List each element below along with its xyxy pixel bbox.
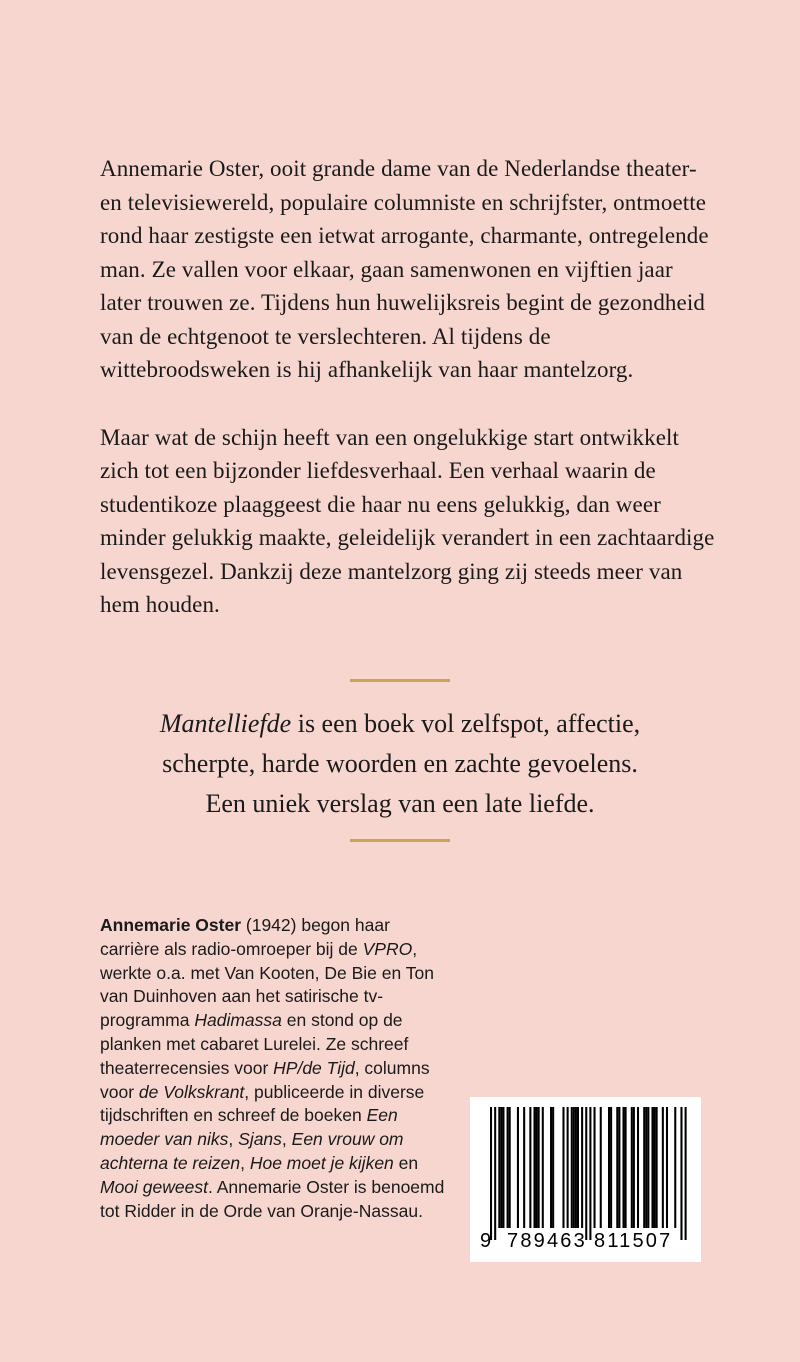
bio-italic: Sjans xyxy=(238,1129,282,1150)
bio-text: , xyxy=(240,1152,250,1173)
barcode-bar xyxy=(608,1107,610,1228)
blurb-paragraph-1: Annemarie Oster, ooit grande dame van de Nederlandse theater- en televisiewereld, populaire columniste en schrijfster, ontmoette rond haar zestigste een ietwat arrogante, charmante, ontregelende man. Ze vallen voor elkaar, gaan samenwonen en vijftien jaar later trouwen ze. Tijdens hun huwelijksreis begint de gezondheid van de echtgenoot te verslechteren. Al tijdens de wittebroodsweken is hij afhankelijk van haar mantelzorg. xyxy=(100,156,709,382)
barcode-bar xyxy=(536,1107,538,1228)
barcode-bar xyxy=(529,1107,531,1228)
barcode-bar xyxy=(625,1107,627,1228)
barcode-bar xyxy=(542,1107,544,1228)
barcode-bar xyxy=(645,1107,647,1228)
barcode-bar xyxy=(643,1107,645,1228)
barcode-bar xyxy=(575,1107,577,1228)
barcode-digits xyxy=(470,1230,701,1258)
barcode-bar xyxy=(616,1107,618,1228)
book-title: Mantelliefde xyxy=(159,709,292,738)
bio-text: en stond op de planken met cabaret Lurelei. Ze schreef theaterrecensies voor xyxy=(100,1010,409,1078)
bio-italic: Een moeder van niks xyxy=(100,1105,398,1150)
barcode-bar xyxy=(562,1107,564,1228)
barcode-bar xyxy=(651,1107,653,1228)
barcode-bar xyxy=(594,1107,596,1228)
barcode-bar xyxy=(490,1107,492,1240)
tagline-line-1-text: is een boek vol zelfspot, affectie, xyxy=(291,709,641,738)
bio-italic: HP/de Tijd xyxy=(273,1057,355,1078)
gold-divider-top xyxy=(350,679,450,682)
bio-text: , columns voor xyxy=(100,1057,430,1102)
barcode-bar xyxy=(647,1107,649,1228)
barcode-bar xyxy=(498,1107,500,1228)
tagline xyxy=(100,704,700,824)
bio-text: , xyxy=(228,1129,239,1150)
barcode-bar xyxy=(610,1107,612,1228)
barcode-bar xyxy=(509,1107,511,1228)
bio-text: . Annemarie Oster is benoemd tot Ridder in de Orde van Oranje-Nassau. xyxy=(100,1176,445,1221)
barcode-bar xyxy=(589,1107,591,1240)
barcode-bar xyxy=(552,1107,554,1228)
blurb-text xyxy=(100,152,720,622)
bio-text: , werkte o.a. met Van Kooten, De Bie en Ton van Duinhoven aan het satirische tv-programma xyxy=(100,938,434,1031)
barcode-bar xyxy=(567,1107,569,1228)
barcode-bar xyxy=(523,1107,525,1228)
bio-italic: Mooi geweest xyxy=(100,1176,208,1197)
barcode-bar xyxy=(517,1107,519,1228)
barcode-digits-right: 811507 xyxy=(594,1230,673,1252)
barcode-bar xyxy=(585,1107,587,1240)
bio-italic: VPRO xyxy=(362,938,413,959)
barcode-bar xyxy=(674,1107,676,1228)
barcode-bar xyxy=(656,1107,658,1228)
barcode-bar xyxy=(550,1107,552,1228)
barcode-bar xyxy=(571,1107,573,1228)
barcode-bar xyxy=(654,1107,656,1228)
bio-text: en xyxy=(393,1152,419,1173)
bio-italic: Een vrouw om achterna te reizen xyxy=(100,1129,404,1173)
barcode-bar xyxy=(680,1107,682,1240)
barcode-bar xyxy=(600,1107,602,1228)
tagline-line-3: Een uniek verslag van een late liefde. xyxy=(205,789,595,818)
barcode-bar xyxy=(494,1107,496,1240)
barcode-bar xyxy=(533,1107,535,1228)
bio-text: , xyxy=(281,1129,292,1150)
barcode-bar xyxy=(577,1107,579,1228)
barcode-bar xyxy=(500,1107,502,1228)
barcode-digits-left: 789463 xyxy=(507,1230,587,1252)
bio-text: (1942) begon haar carrière als radio-omroeper bij de xyxy=(100,915,390,959)
author-bio xyxy=(100,914,445,1223)
author-name: Annemarie Oster xyxy=(100,915,242,935)
barcode-bar xyxy=(507,1107,509,1228)
barcode-bar xyxy=(633,1107,635,1228)
gold-divider-bottom xyxy=(350,839,450,842)
barcode-bar xyxy=(538,1107,540,1228)
bio-italic: Hoe moet je kijken xyxy=(249,1152,394,1173)
tagline-line-1 xyxy=(100,704,700,744)
barcode-bar xyxy=(666,1107,668,1228)
blurb-paragraph-2: Maar wat de schijn heeft van een ongelukkige start ontwikkelt zich tot een bijzonder liefdesverhaal. Een verhaal waarin de studentikoze plaaggeest die haar nu eens gelukkig, dan weer minder gelukkig maakte, geleidelijk verandert in een zachtaardige levensgezel. Dankzij deze mantelzorg ging zij steeds meer van hem houden. xyxy=(100,424,715,617)
barcode-bar xyxy=(573,1107,575,1228)
barcode-bar xyxy=(685,1107,687,1240)
barcode-bar xyxy=(502,1107,504,1228)
bio-text: , publiceerde in diverse tijdschriften en schreef de boeken xyxy=(100,1081,425,1126)
barcode-digit-lead: 9 xyxy=(480,1230,492,1252)
barcode-bar xyxy=(581,1107,583,1228)
barcode-bar xyxy=(622,1107,624,1228)
barcode-bar xyxy=(662,1107,664,1228)
barcode-bar xyxy=(618,1107,620,1228)
isbn-barcode xyxy=(470,1097,701,1262)
barcode-bar xyxy=(631,1107,633,1228)
barcode-bar xyxy=(637,1107,639,1228)
bio-italic: Hadimassa xyxy=(194,1010,282,1031)
tagline-line-2: scherpte, harde woorden en zachte gevoelens. xyxy=(162,749,638,778)
bio-italic: de Volkskrant xyxy=(138,1081,245,1102)
